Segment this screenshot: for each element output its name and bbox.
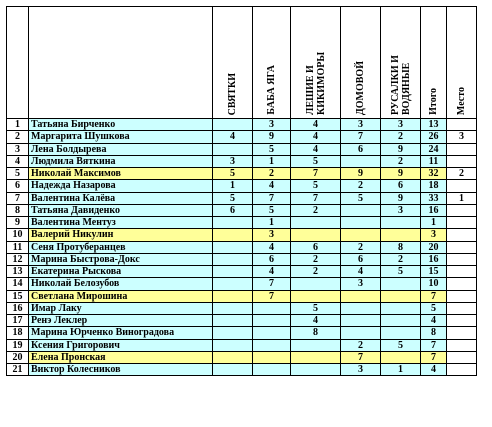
score-cell-rusalki-vodyanye[interactable] bbox=[381, 315, 421, 327]
header-cell-mesto[interactable] bbox=[447, 7, 477, 119]
score-cell-svyatki[interactable] bbox=[213, 143, 253, 155]
score-cell-domovoy[interactable]: 3 bbox=[341, 364, 381, 376]
score-cell-rusalki-vodyanye[interactable] bbox=[381, 327, 421, 339]
table-row bbox=[7, 278, 477, 290]
participant-name-cell[interactable]: Валерий Никулин bbox=[29, 229, 213, 241]
score-cell-leshie-kikimory[interactable] bbox=[291, 364, 341, 376]
participant-name-cell[interactable]: Николай Максимов bbox=[29, 168, 213, 180]
score-cell-leshie-kikimory[interactable]: 2 bbox=[291, 253, 341, 265]
row-number-cell[interactable]: 3 bbox=[7, 143, 29, 155]
row-number-cell[interactable]: 1 bbox=[7, 119, 29, 131]
row-number-cell[interactable]: 13 bbox=[7, 266, 29, 278]
score-cell-svyatki[interactable] bbox=[213, 302, 253, 314]
score-cell-baba-yaga[interactable] bbox=[253, 315, 291, 327]
score-cell-itogo[interactable]: 24 bbox=[421, 143, 447, 155]
row-number-cell[interactable]: 21 bbox=[7, 364, 29, 376]
score-cell-rusalki-vodyanye[interactable] bbox=[381, 302, 421, 314]
score-cell-domovoy[interactable] bbox=[341, 229, 381, 241]
score-cell-svyatki[interactable]: 5 bbox=[213, 192, 253, 204]
row-number-cell[interactable]: 10 bbox=[7, 229, 29, 241]
score-cell-leshie-kikimory[interactable] bbox=[291, 339, 341, 351]
participant-name-cell[interactable]: Светлана Мирошина bbox=[29, 290, 213, 302]
score-cell-leshie-kikimory[interactable]: 4 bbox=[291, 131, 341, 143]
score-cell-itogo[interactable]: 4 bbox=[421, 364, 447, 376]
participant-name-cell[interactable]: Татьяна Бирченко bbox=[29, 119, 213, 131]
score-cell-svyatki[interactable]: 5 bbox=[213, 168, 253, 180]
score-cell-leshie-kikimory[interactable]: 7 bbox=[291, 168, 341, 180]
row-number-cell[interactable]: 16 bbox=[7, 302, 29, 314]
score-cell-domovoy[interactable]: 6 bbox=[341, 253, 381, 265]
row-number-cell[interactable]: 15 bbox=[7, 290, 29, 302]
score-cell-svyatki[interactable] bbox=[213, 327, 253, 339]
score-cell-svyatki[interactable] bbox=[213, 217, 253, 229]
table-row bbox=[7, 180, 477, 192]
score-cell-itogo[interactable]: 8 bbox=[421, 327, 447, 339]
score-cell-itogo[interactable]: 7 bbox=[421, 339, 447, 351]
score-cell-domovoy[interactable]: 9 bbox=[341, 168, 381, 180]
participant-name-cell[interactable]: Виктор Колесников bbox=[29, 364, 213, 376]
participant-name-cell[interactable]: Марина Быстрова-Докс bbox=[29, 253, 213, 265]
header-cell-domovoy[interactable] bbox=[341, 7, 381, 119]
score-cell-rusalki-vodyanye[interactable] bbox=[381, 351, 421, 363]
row-number-cell[interactable]: 12 bbox=[7, 253, 29, 265]
row-number-cell[interactable]: 5 bbox=[7, 168, 29, 180]
score-cell-baba-yaga[interactable] bbox=[253, 339, 291, 351]
score-cell-svyatki[interactable] bbox=[213, 351, 253, 363]
row-number-cell[interactable]: 7 bbox=[7, 192, 29, 204]
score-cell-leshie-kikimory[interactable] bbox=[291, 290, 341, 302]
column-header-label: ДОМОВОЙ bbox=[355, 60, 366, 115]
score-cell-baba-yaga[interactable]: 7 bbox=[253, 290, 291, 302]
column-header-label: ЛЕШИЕ И КИКИМОРЫ bbox=[304, 51, 327, 115]
score-cell-svyatki[interactable] bbox=[213, 119, 253, 131]
column-header-label: БАБА ЯГА bbox=[266, 65, 277, 115]
score-cell-rusalki-vodyanye[interactable] bbox=[381, 229, 421, 241]
score-cell-baba-yaga[interactable]: 4 bbox=[253, 266, 291, 278]
row-number-cell[interactable]: 4 bbox=[7, 155, 29, 167]
score-cell-baba-yaga[interactable]: 7 bbox=[253, 192, 291, 204]
score-cell-itogo[interactable]: 11 bbox=[421, 155, 447, 167]
row-number-cell[interactable]: 17 bbox=[7, 315, 29, 327]
row-number-cell[interactable]: 19 bbox=[7, 339, 29, 351]
score-cell-mesto[interactable] bbox=[447, 155, 477, 167]
score-cell-svyatki[interactable]: 3 bbox=[213, 155, 253, 167]
score-cell-leshie-kikimory[interactable] bbox=[291, 278, 341, 290]
score-cell-mesto[interactable] bbox=[447, 278, 477, 290]
row-number-cell[interactable]: 9 bbox=[7, 217, 29, 229]
score-cell-rusalki-vodyanye[interactable]: 5 bbox=[381, 266, 421, 278]
score-cell-leshie-kikimory[interactable]: 5 bbox=[291, 302, 341, 314]
score-cell-domovoy[interactable] bbox=[341, 315, 381, 327]
table-row bbox=[7, 119, 477, 131]
score-cell-mesto[interactable] bbox=[447, 302, 477, 314]
score-cell-domovoy[interactable]: 4 bbox=[341, 266, 381, 278]
score-cell-domovoy[interactable]: 7 bbox=[341, 351, 381, 363]
header-cell-baba-yaga[interactable] bbox=[253, 7, 291, 119]
header-cell-svyatki[interactable] bbox=[213, 7, 253, 119]
score-cell-itogo[interactable]: 7 bbox=[421, 290, 447, 302]
score-cell-baba-yaga[interactable] bbox=[253, 351, 291, 363]
score-cell-itogo[interactable]: 15 bbox=[421, 266, 447, 278]
score-cell-itogo[interactable]: 18 bbox=[421, 180, 447, 192]
score-cell-domovoy[interactable]: 7 bbox=[341, 131, 381, 143]
score-cell-baba-yaga[interactable]: 1 bbox=[253, 155, 291, 167]
score-cell-mesto[interactable] bbox=[447, 119, 477, 131]
score-cell-rusalki-vodyanye[interactable]: 8 bbox=[381, 241, 421, 253]
header-cell-leshie-kikimory[interactable] bbox=[291, 7, 341, 119]
score-cell-svyatki[interactable] bbox=[213, 339, 253, 351]
score-cell-domovoy[interactable] bbox=[341, 302, 381, 314]
score-cell-domovoy[interactable]: 6 bbox=[341, 143, 381, 155]
participant-name-cell[interactable]: Николай Белозубов bbox=[29, 278, 213, 290]
score-cell-itogo[interactable]: 3 bbox=[421, 229, 447, 241]
score-cell-baba-yaga[interactable]: 4 bbox=[253, 241, 291, 253]
row-number-cell[interactable]: 6 bbox=[7, 180, 29, 192]
score-cell-itogo[interactable]: 16 bbox=[421, 253, 447, 265]
score-cell-rusalki-vodyanye[interactable]: 2 bbox=[381, 131, 421, 143]
score-cell-itogo[interactable]: 5 bbox=[421, 302, 447, 314]
score-cell-rusalki-vodyanye[interactable] bbox=[381, 217, 421, 229]
score-cell-itogo[interactable]: 10 bbox=[421, 278, 447, 290]
row-number-cell[interactable]: 14 bbox=[7, 278, 29, 290]
score-cell-rusalki-vodyanye[interactable]: 1 bbox=[381, 364, 421, 376]
header-cell-rusalki-vodyanye[interactable] bbox=[381, 7, 421, 119]
score-cell-rusalki-vodyanye[interactable]: 3 bbox=[381, 204, 421, 216]
table-row bbox=[7, 155, 477, 167]
column-header-label: СВЯТКИ bbox=[227, 72, 238, 115]
score-cell-rusalki-vodyanye[interactable]: 9 bbox=[381, 143, 421, 155]
score-cell-domovoy[interactable]: 2 bbox=[341, 339, 381, 351]
score-cell-itogo[interactable]: 4 bbox=[421, 315, 447, 327]
score-cell-leshie-kikimory[interactable]: 8 bbox=[291, 327, 341, 339]
score-cell-mesto[interactable]: 1 bbox=[447, 192, 477, 204]
score-cell-rusalki-vodyanye[interactable]: 2 bbox=[381, 253, 421, 265]
score-cell-rusalki-vodyanye[interactable]: 9 bbox=[381, 192, 421, 204]
column-header-label: Итого bbox=[428, 88, 439, 115]
score-cell-leshie-kikimory[interactable] bbox=[291, 351, 341, 363]
participant-name-cell[interactable]: Ренэ Леклер bbox=[29, 315, 213, 327]
participant-name-cell[interactable]: Елена Пронская bbox=[29, 351, 213, 363]
score-cell-domovoy[interactable] bbox=[341, 155, 381, 167]
table-row bbox=[7, 131, 477, 143]
score-cell-leshie-kikimory[interactable]: 4 bbox=[291, 315, 341, 327]
score-cell-mesto[interactable] bbox=[447, 229, 477, 241]
score-cell-leshie-kikimory[interactable] bbox=[291, 217, 341, 229]
score-cell-mesto[interactable] bbox=[447, 266, 477, 278]
score-cell-mesto[interactable] bbox=[447, 327, 477, 339]
participant-name-cell[interactable]: Валентина Ментуз bbox=[29, 217, 213, 229]
score-cell-itogo[interactable]: 26 bbox=[421, 131, 447, 143]
table-row bbox=[7, 241, 477, 253]
score-cell-itogo[interactable]: 13 bbox=[421, 119, 447, 131]
participant-name-cell[interactable]: Екатерина Рыскова bbox=[29, 266, 213, 278]
score-cell-rusalki-vodyanye[interactable]: 2 bbox=[381, 155, 421, 167]
table-row bbox=[7, 327, 477, 339]
score-cell-svyatki[interactable] bbox=[213, 266, 253, 278]
score-table bbox=[6, 6, 477, 376]
score-cell-rusalki-vodyanye[interactable]: 9 bbox=[381, 168, 421, 180]
participant-name-cell[interactable]: Маргарита Шушкова bbox=[29, 131, 213, 143]
header-cell-itogo[interactable] bbox=[421, 7, 447, 119]
score-cell-mesto[interactable] bbox=[447, 290, 477, 302]
score-cell-domovoy[interactable]: 3 bbox=[341, 119, 381, 131]
score-cell-itogo[interactable]: 33 bbox=[421, 192, 447, 204]
score-cell-baba-yaga[interactable]: 5 bbox=[253, 143, 291, 155]
score-cell-itogo[interactable]: 1 bbox=[421, 217, 447, 229]
participant-name-cell[interactable]: Татьяна Давиденко bbox=[29, 204, 213, 216]
score-cell-baba-yaga[interactable]: 2 bbox=[253, 168, 291, 180]
participant-name-cell[interactable]: Имар Лаку bbox=[29, 302, 213, 314]
score-cell-mesto[interactable]: 2 bbox=[447, 168, 477, 180]
participant-name-cell[interactable]: Марина Юрченко Виноградова bbox=[29, 327, 213, 339]
score-cell-svyatki[interactable] bbox=[213, 315, 253, 327]
table-row bbox=[7, 364, 477, 376]
participant-name-cell[interactable]: Ксения Григорович bbox=[29, 339, 213, 351]
score-cell-mesto[interactable] bbox=[447, 339, 477, 351]
score-cell-domovoy[interactable] bbox=[341, 290, 381, 302]
score-cell-svyatki[interactable]: 6 bbox=[213, 204, 253, 216]
score-cell-svyatki[interactable] bbox=[213, 229, 253, 241]
header-row bbox=[7, 7, 477, 119]
column-header-label: Место bbox=[456, 86, 467, 115]
row-number-cell[interactable]: 20 bbox=[7, 351, 29, 363]
table-row bbox=[7, 266, 477, 278]
score-cell-domovoy[interactable] bbox=[341, 217, 381, 229]
column-header-label: РУСАЛКИ И ВОДЯНЫЕ bbox=[389, 55, 412, 115]
score-cell-leshie-kikimory[interactable]: 7 bbox=[291, 192, 341, 204]
score-cell-baba-yaga[interactable]: 3 bbox=[253, 119, 291, 131]
score-cell-itogo[interactable]: 20 bbox=[421, 241, 447, 253]
score-cell-domovoy[interactable]: 3 bbox=[341, 278, 381, 290]
table-row bbox=[7, 229, 477, 241]
score-cell-leshie-kikimory[interactable]: 2 bbox=[291, 204, 341, 216]
score-cell-itogo[interactable]: 16 bbox=[421, 204, 447, 216]
score-cell-leshie-kikimory[interactable]: 4 bbox=[291, 143, 341, 155]
table-row bbox=[7, 351, 477, 363]
score-cell-leshie-kikimory[interactable]: 2 bbox=[291, 266, 341, 278]
score-cell-leshie-kikimory[interactable]: 4 bbox=[291, 119, 341, 131]
score-cell-itogo[interactable]: 32 bbox=[421, 168, 447, 180]
table-row bbox=[7, 168, 477, 180]
score-cell-domovoy[interactable] bbox=[341, 327, 381, 339]
participant-name-cell[interactable]: Сеня Протуберанцев bbox=[29, 241, 213, 253]
row-number-cell[interactable]: 8 bbox=[7, 204, 29, 216]
score-cell-baba-yaga[interactable]: 5 bbox=[253, 204, 291, 216]
table-row bbox=[7, 315, 477, 327]
score-cell-baba-yaga[interactable]: 6 bbox=[253, 253, 291, 265]
score-cell-mesto[interactable] bbox=[447, 241, 477, 253]
score-cell-svyatki[interactable]: 1 bbox=[213, 180, 253, 192]
score-cell-rusalki-vodyanye[interactable]: 5 bbox=[381, 339, 421, 351]
score-cell-baba-yaga[interactable]: 1 bbox=[253, 217, 291, 229]
row-number-cell[interactable]: 2 bbox=[7, 131, 29, 143]
table-row bbox=[7, 217, 477, 229]
score-cell-mesto[interactable] bbox=[447, 204, 477, 216]
score-cell-baba-yaga[interactable] bbox=[253, 302, 291, 314]
score-cell-baba-yaga[interactable] bbox=[253, 364, 291, 376]
row-number-cell[interactable]: 11 bbox=[7, 241, 29, 253]
table-row bbox=[7, 290, 477, 302]
participant-name-cell[interactable]: Надежда Назарова bbox=[29, 180, 213, 192]
score-cell-svyatki[interactable] bbox=[213, 290, 253, 302]
score-cell-mesto[interactable] bbox=[447, 315, 477, 327]
score-cell-svyatki[interactable] bbox=[213, 253, 253, 265]
score-cell-mesto[interactable] bbox=[447, 364, 477, 376]
score-cell-mesto[interactable] bbox=[447, 180, 477, 192]
table-row bbox=[7, 204, 477, 216]
score-cell-baba-yaga[interactable]: 9 bbox=[253, 131, 291, 143]
score-cell-rusalki-vodyanye[interactable]: 6 bbox=[381, 180, 421, 192]
score-cell-mesto[interactable] bbox=[447, 351, 477, 363]
row-number-cell[interactable]: 18 bbox=[7, 327, 29, 339]
score-cell-rusalki-vodyanye[interactable]: 3 bbox=[381, 119, 421, 131]
participant-name-cell[interactable]: Лена Болдырева bbox=[29, 143, 213, 155]
score-cell-svyatki[interactable] bbox=[213, 278, 253, 290]
score-cell-mesto[interactable] bbox=[447, 143, 477, 155]
table-row bbox=[7, 192, 477, 204]
score-cell-baba-yaga[interactable] bbox=[253, 327, 291, 339]
table-row bbox=[7, 143, 477, 155]
score-cell-leshie-kikimory[interactable]: 5 bbox=[291, 180, 341, 192]
score-cell-rusalki-vodyanye[interactable] bbox=[381, 278, 421, 290]
header-num-cell[interactable] bbox=[7, 7, 29, 119]
score-cell-rusalki-vodyanye[interactable] bbox=[381, 290, 421, 302]
score-cell-svyatki[interactable] bbox=[213, 364, 253, 376]
score-cell-domovoy[interactable]: 2 bbox=[341, 241, 381, 253]
score-cell-svyatki[interactable] bbox=[213, 241, 253, 253]
score-cell-domovoy[interactable]: 5 bbox=[341, 192, 381, 204]
score-cell-svyatki[interactable]: 4 bbox=[213, 131, 253, 143]
score-cell-mesto[interactable] bbox=[447, 253, 477, 265]
score-cell-domovoy[interactable] bbox=[341, 204, 381, 216]
table-row bbox=[7, 253, 477, 265]
score-cell-leshie-kikimory[interactable] bbox=[291, 229, 341, 241]
header-name-cell[interactable] bbox=[29, 7, 213, 119]
table-row bbox=[7, 339, 477, 351]
score-cell-baba-yaga[interactable]: 7 bbox=[253, 278, 291, 290]
score-cell-baba-yaga[interactable]: 4 bbox=[253, 180, 291, 192]
participant-name-cell[interactable]: Валентина Калёва bbox=[29, 192, 213, 204]
score-cell-mesto[interactable]: 3 bbox=[447, 131, 477, 143]
score-cell-mesto[interactable] bbox=[447, 217, 477, 229]
score-cell-itogo[interactable]: 7 bbox=[421, 351, 447, 363]
score-cell-domovoy[interactable]: 2 bbox=[341, 180, 381, 192]
score-cell-leshie-kikimory[interactable]: 5 bbox=[291, 155, 341, 167]
table-row bbox=[7, 302, 477, 314]
score-cell-leshie-kikimory[interactable]: 6 bbox=[291, 241, 341, 253]
score-cell-baba-yaga[interactable]: 3 bbox=[253, 229, 291, 241]
participant-name-cell[interactable]: Людмила Вяткина bbox=[29, 155, 213, 167]
